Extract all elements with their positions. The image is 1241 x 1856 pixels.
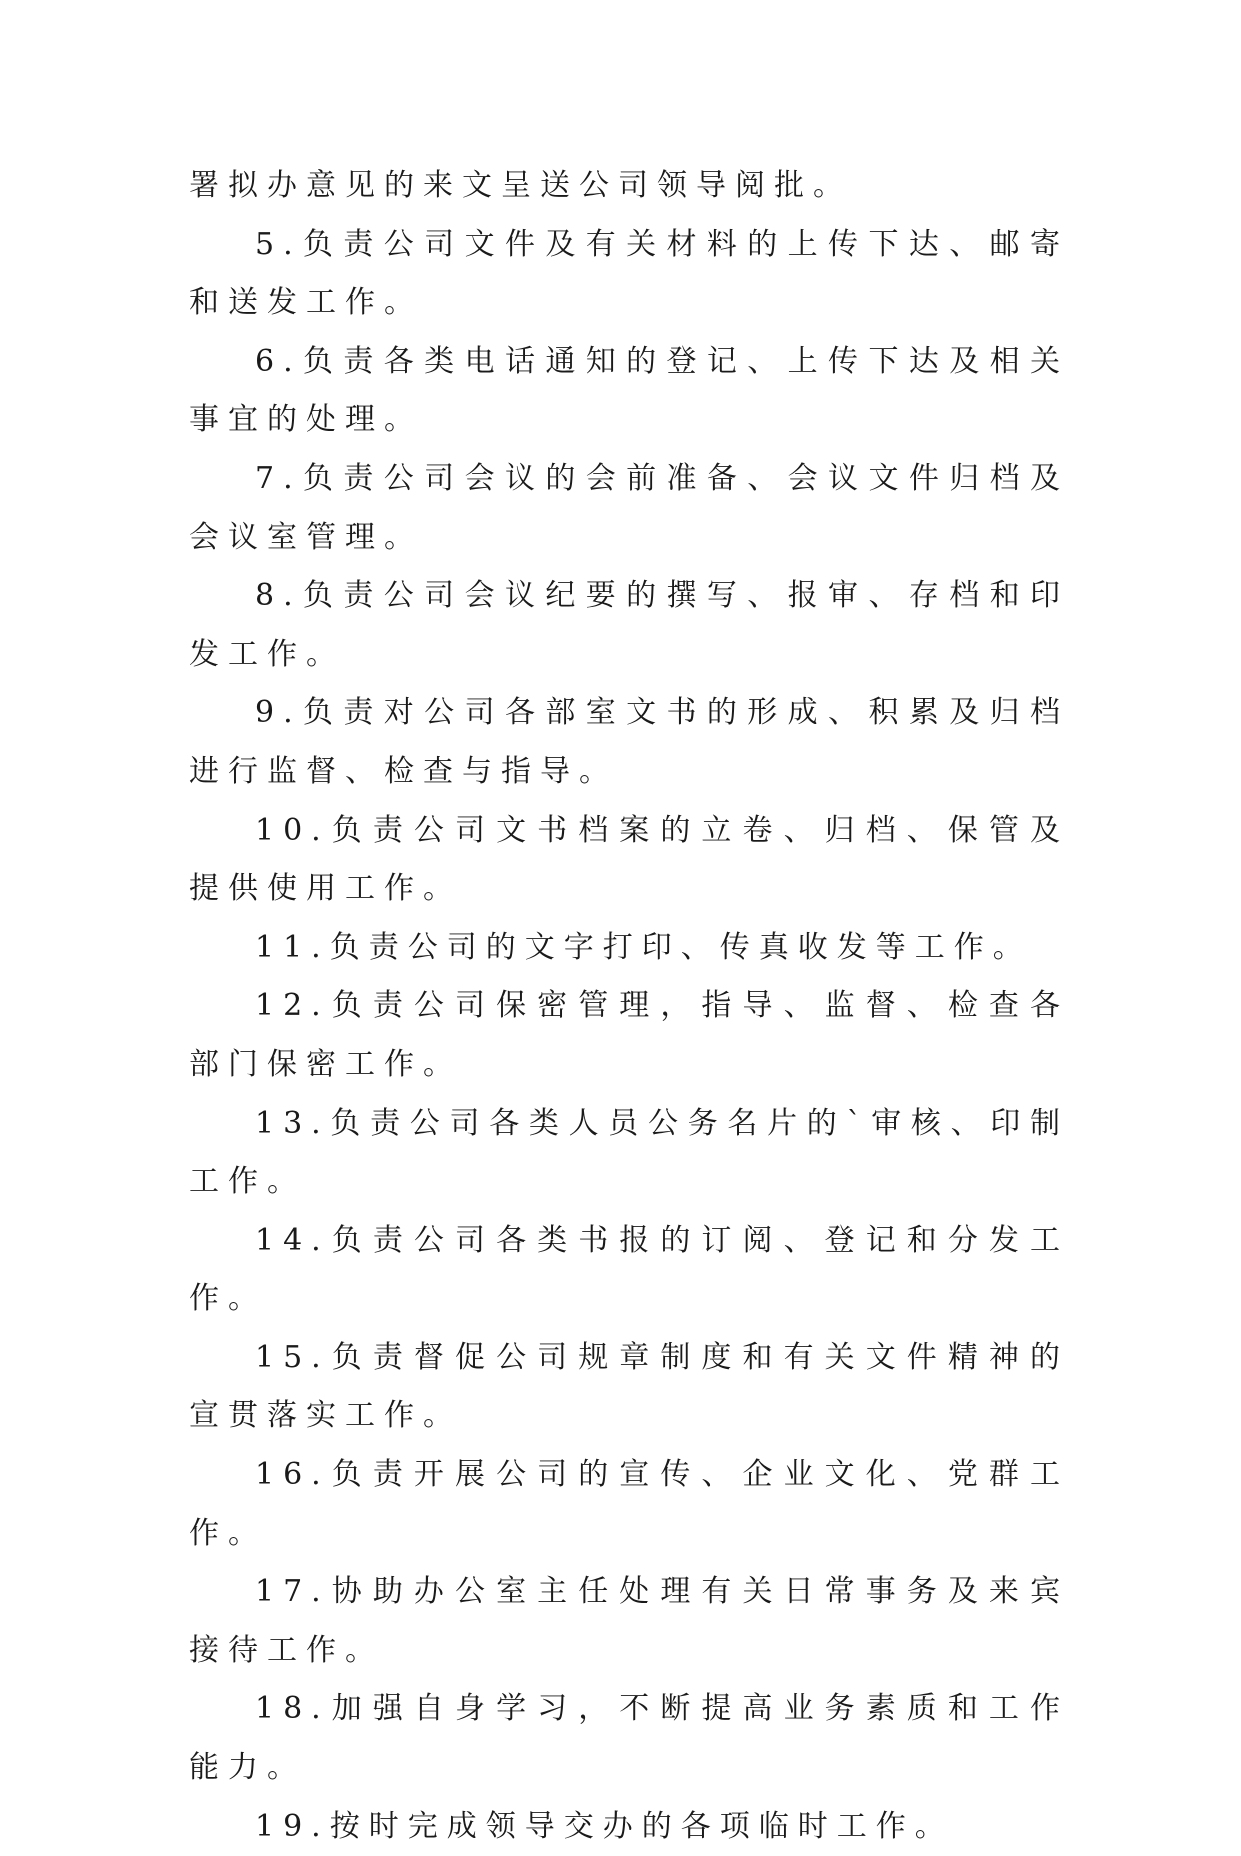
- paragraph-item-14: 14.负责公司各类书报的订阅、登记和分发工作。: [189, 1222, 1069, 1317]
- paragraph-item-18: 18.加强自身学习，不断提高业务素质和工作能力。: [189, 1691, 1069, 1786]
- paragraph-item-19: 19.按时完成领导交办的各项临时工作。: [255, 1808, 954, 1844]
- paragraph-item-9: 9.负责对公司各部室文书的形成、积累及归档进行监督、检查与指导。: [189, 695, 1069, 789]
- paragraph-item-15: 15.负责督促公司规章制度和有关文件精神的宣贯落实工作。: [189, 1339, 1069, 1434]
- paragraph-item-5: 5.负责公司文件及有关材料的上传下达、邮寄和送发工作。: [189, 226, 1069, 321]
- paragraph-item-8: 8.负责公司会议纪要的撰写、报审、存档和印发工作。: [189, 578, 1069, 672]
- paragraph-item-13: 13.负责公司各类人员公务名片的`审核、印制工作。: [189, 1105, 1069, 1200]
- paragraph-item-6: 6.负责各类电话通知的登记、上传下达及相关事宜的处理。: [189, 343, 1069, 438]
- paragraph-item-7: 7.负责公司会议的会前准备、会议文件归档及会议室管理。: [189, 460, 1069, 555]
- paragraph-item-12: 12.负责公司保密管理，指导、监督、检查各部门保密工作。: [189, 988, 1069, 1082]
- document-body: [189, 157, 1069, 1856]
- paragraph-item-11: 11.负责公司的文字打印、传真收发等工作。: [255, 929, 1032, 965]
- paragraph-continuation: 署拟办意见的来文呈送公司领导阅批。: [189, 168, 852, 203]
- paragraph-item-16: 16.负责开展公司的宣传、企业文化、党群工作。: [189, 1457, 1069, 1551]
- paragraph-item-10: 10.负责公司文书档案的立卷、归档、保管及提供使用工作。: [189, 812, 1069, 907]
- paragraph-item-17: 17.协助办公室主任处理有关日常事务及来宾接待工作。: [189, 1574, 1069, 1668]
